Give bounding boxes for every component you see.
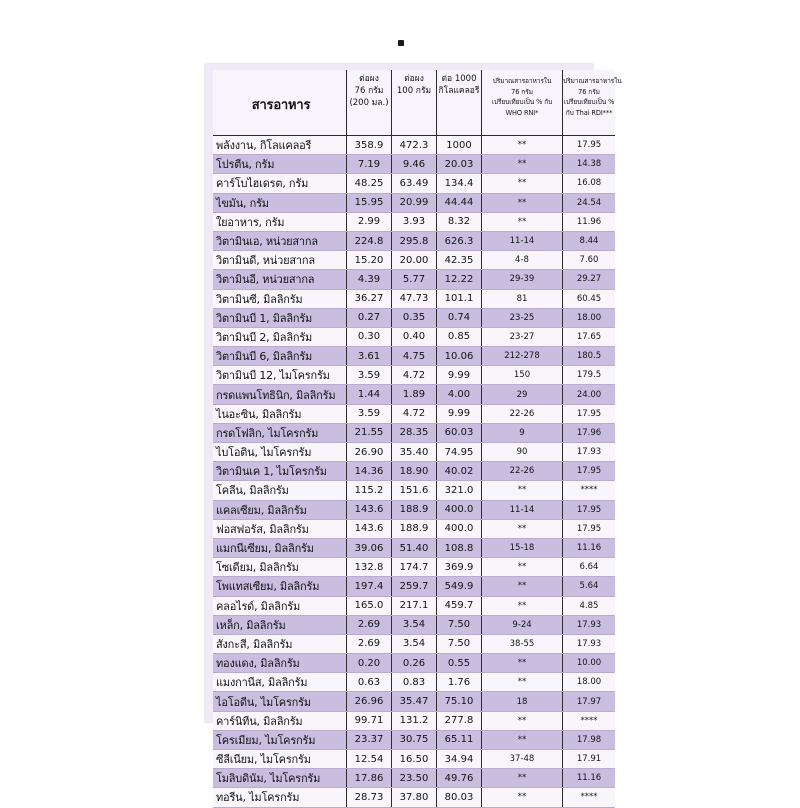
per-serving-cell: 3.61 xyxy=(347,347,392,366)
table-row xyxy=(213,769,615,788)
who-rni-cell: ** xyxy=(482,519,563,538)
thai-rdi-cell: 17.93 xyxy=(563,634,616,653)
who-rni-cell: ** xyxy=(482,577,563,596)
table-body xyxy=(213,136,615,808)
table-row xyxy=(213,308,615,327)
nutrient-name-cell: คลอไรด์, มิลลิกรัม xyxy=(213,596,347,615)
per-100g-cell: 174.7 xyxy=(392,558,437,577)
header-per-100g: ต่อผง 100 กรัม xyxy=(392,70,437,136)
per-1000kcal-cell: 459.7 xyxy=(437,596,482,615)
thai-rdi-cell: 6.64 xyxy=(563,558,616,577)
who-rni-cell: ** xyxy=(482,136,563,155)
per-100g-cell: 131.2 xyxy=(392,711,437,730)
nutrient-name-cell: วิตามินบี 1, มิลลิกรัม xyxy=(213,308,347,327)
per-100g-cell: 4.75 xyxy=(392,347,437,366)
nutrient-name-cell: ไขมัน, กรัม xyxy=(213,193,347,212)
per-1000kcal-cell: 277.8 xyxy=(437,711,482,730)
per-serving-cell: 2.99 xyxy=(347,212,392,231)
nutrient-name-cell: วิตามินดี, หน่วยสากล xyxy=(213,251,347,270)
per-serving-cell: 0.20 xyxy=(347,654,392,673)
who-rni-cell: ** xyxy=(482,788,563,807)
thai-rdi-cell: 8.44 xyxy=(563,231,616,250)
table-row xyxy=(213,577,615,596)
per-serving-cell: 143.6 xyxy=(347,519,392,538)
per-serving-cell: 21.55 xyxy=(347,423,392,442)
per-100g-cell: 16.50 xyxy=(392,750,437,769)
thai-rdi-cell: 17.95 xyxy=(563,500,616,519)
who-rni-cell: ** xyxy=(482,193,563,212)
per-100g-cell: 3.54 xyxy=(392,634,437,653)
nutrient-name-cell: วิตามินบี 2, มิลลิกรัม xyxy=(213,327,347,346)
per-serving-cell: 224.8 xyxy=(347,231,392,250)
thai-rdi-cell: 17.91 xyxy=(563,750,616,769)
per-serving-cell: 115.2 xyxy=(347,481,392,500)
thai-rdi-cell: **** xyxy=(563,481,616,500)
table-row xyxy=(213,289,615,308)
per-100g-cell: 4.72 xyxy=(392,366,437,385)
per-100g-cell: 20.00 xyxy=(392,251,437,270)
nutrition-table xyxy=(213,70,622,808)
per-1000kcal-cell: 75.10 xyxy=(437,692,482,711)
who-rni-cell: 38-55 xyxy=(482,634,563,653)
thai-rdi-cell: 17.96 xyxy=(563,423,616,442)
who-rni-cell: 9 xyxy=(482,423,563,442)
nutrient-name-cell: พลังงาน, กิโลแคลอรี xyxy=(213,136,347,155)
nutrient-name-cell: แคลเซียม, มิลลิกรัม xyxy=(213,500,347,519)
nutrient-name-cell: กรดแพนโทธินิก, มิลลิกรัม xyxy=(213,385,347,404)
per-serving-cell: 358.9 xyxy=(347,136,392,155)
per-100g-cell: 295.8 xyxy=(392,231,437,250)
nutrient-name-cell: โปรตีน, กรัม xyxy=(213,155,347,174)
thai-rdi-cell: 17.95 xyxy=(563,462,616,481)
nutrient-name-cell: โมลิบดินัม, ไมโครกรัม xyxy=(213,769,347,788)
per-serving-cell: 1.44 xyxy=(347,385,392,404)
per-1000kcal-cell: 34.94 xyxy=(437,750,482,769)
nutrient-name-cell: คาร์นิทีน, มิลลิกรัม xyxy=(213,711,347,730)
per-100g-cell: 1.89 xyxy=(392,385,437,404)
thai-rdi-cell: 18.00 xyxy=(563,308,616,327)
per-1000kcal-cell: 9.99 xyxy=(437,366,482,385)
thai-rdi-cell: 7.60 xyxy=(563,251,616,270)
header-per-serving: ต่อผง 76 กรัม (200 มล.) xyxy=(347,70,392,136)
per-serving-cell: 36.27 xyxy=(347,289,392,308)
who-rni-cell: ** xyxy=(482,212,563,231)
per-100g-cell: 3.54 xyxy=(392,615,437,634)
thai-rdi-cell: 4.85 xyxy=(563,596,616,615)
per-100g-cell: 0.26 xyxy=(392,654,437,673)
per-1000kcal-cell: 65.11 xyxy=(437,730,482,749)
table-row xyxy=(213,443,615,462)
who-rni-cell: 81 xyxy=(482,289,563,308)
per-serving-cell: 0.27 xyxy=(347,308,392,327)
who-rni-cell: ** xyxy=(482,654,563,673)
who-rni-cell: ** xyxy=(482,174,563,193)
nutrient-name-cell: วิตามินบี 6, มิลลิกรัม xyxy=(213,347,347,366)
per-1000kcal-cell: 8.32 xyxy=(437,212,482,231)
table-row xyxy=(213,673,615,692)
who-rni-cell: ** xyxy=(482,558,563,577)
per-100g-cell: 0.40 xyxy=(392,327,437,346)
per-100g-cell: 20.99 xyxy=(392,193,437,212)
thai-rdi-cell: 11.16 xyxy=(563,769,616,788)
nutrient-name-cell: วิตามินอี, หน่วยสากล xyxy=(213,270,347,289)
thai-rdi-cell: 29.27 xyxy=(563,270,616,289)
who-rni-cell: ** xyxy=(482,673,563,692)
thai-rdi-cell: 17.98 xyxy=(563,730,616,749)
who-rni-cell: 23-27 xyxy=(482,327,563,346)
thai-rdi-cell: 24.00 xyxy=(563,385,616,404)
per-100g-cell: 4.72 xyxy=(392,404,437,423)
nutrient-name-cell: ใยอาหาร, กรัม xyxy=(213,212,347,231)
thai-rdi-cell: 10.00 xyxy=(563,654,616,673)
per-100g-cell: 217.1 xyxy=(392,596,437,615)
per-serving-cell: 17.86 xyxy=(347,769,392,788)
per-serving-cell: 15.20 xyxy=(347,251,392,270)
nutrient-name-cell: วิตามินบี 12, ไมโครกรัม xyxy=(213,366,347,385)
nutrient-name-cell: แมงกานีส, มิลลิกรัม xyxy=(213,673,347,692)
thai-rdi-cell: 18.00 xyxy=(563,673,616,692)
table-row xyxy=(213,730,615,749)
per-1000kcal-cell: 80.03 xyxy=(437,788,482,807)
per-100g-cell: 259.7 xyxy=(392,577,437,596)
who-rni-cell: 15-18 xyxy=(482,538,563,557)
table-row xyxy=(213,327,615,346)
per-1000kcal-cell: 1000 xyxy=(437,136,482,155)
label-top-mark xyxy=(398,40,404,46)
per-serving-cell: 39.06 xyxy=(347,538,392,557)
per-100g-cell: 188.9 xyxy=(392,519,437,538)
per-100g-cell: 3.93 xyxy=(392,212,437,231)
per-serving-cell: 15.95 xyxy=(347,193,392,212)
per-1000kcal-cell: 7.50 xyxy=(437,615,482,634)
per-1000kcal-cell: 74.95 xyxy=(437,443,482,462)
table-row xyxy=(213,596,615,615)
nutrient-name-cell: วิตามินซี, มิลลิกรัม xyxy=(213,289,347,308)
thai-rdi-cell: 17.95 xyxy=(563,519,616,538)
per-serving-cell: 26.90 xyxy=(347,443,392,462)
nutrient-name-cell: วิตามินเค 1, ไมโครกรัม xyxy=(213,462,347,481)
nutrient-name-cell: ไนอะซิน, มิลลิกรัม xyxy=(213,404,347,423)
per-1000kcal-cell: 549.9 xyxy=(437,577,482,596)
per-100g-cell: 35.47 xyxy=(392,692,437,711)
per-1000kcal-cell: 49.76 xyxy=(437,769,482,788)
table-row xyxy=(213,366,615,385)
per-serving-cell: 143.6 xyxy=(347,500,392,519)
thai-rdi-cell: 60.45 xyxy=(563,289,616,308)
who-rni-cell: 11-14 xyxy=(482,500,563,519)
per-100g-cell: 47.73 xyxy=(392,289,437,308)
thai-rdi-cell: **** xyxy=(563,788,616,807)
table-row xyxy=(213,251,615,270)
per-1000kcal-cell: 0.85 xyxy=(437,327,482,346)
per-100g-cell: 0.83 xyxy=(392,673,437,692)
who-rni-cell: 23-25 xyxy=(482,308,563,327)
per-1000kcal-cell: 108.8 xyxy=(437,538,482,557)
per-100g-cell: 28.35 xyxy=(392,423,437,442)
header-per-1000kcal: ต่อ 1000 กิโลแคลอรี xyxy=(437,70,482,136)
table-row xyxy=(213,270,615,289)
per-100g-cell: 5.77 xyxy=(392,270,437,289)
thai-rdi-cell: 17.97 xyxy=(563,692,616,711)
thai-rdi-cell: 16.08 xyxy=(563,174,616,193)
per-serving-cell: 2.69 xyxy=(347,615,392,634)
per-serving-cell: 0.30 xyxy=(347,327,392,346)
thai-rdi-cell: 17.95 xyxy=(563,136,616,155)
who-rni-cell: ** xyxy=(482,481,563,500)
who-rni-cell: 18 xyxy=(482,692,563,711)
per-1000kcal-cell: 101.1 xyxy=(437,289,482,308)
nutrition-label xyxy=(205,64,622,805)
table-row xyxy=(213,538,615,557)
nutrient-name-cell: คาร์โบไฮเดรต, กรัม xyxy=(213,174,347,193)
per-1000kcal-cell: 12.22 xyxy=(437,270,482,289)
per-100g-cell: 30.75 xyxy=(392,730,437,749)
per-1000kcal-cell: 321.0 xyxy=(437,481,482,500)
table-row xyxy=(213,634,615,653)
nutrient-name-cell: เหล็ก, มิลลิกรัม xyxy=(213,615,347,634)
per-serving-cell: 23.37 xyxy=(347,730,392,749)
who-rni-cell: 22-26 xyxy=(482,462,563,481)
table-row xyxy=(213,788,615,807)
table-header-row xyxy=(213,70,615,136)
per-100g-cell: 23.50 xyxy=(392,769,437,788)
per-100g-cell: 0.35 xyxy=(392,308,437,327)
nutrient-name-cell: สังกะสี, มิลลิกรัม xyxy=(213,634,347,653)
per-serving-cell: 2.69 xyxy=(347,634,392,653)
per-100g-cell: 472.3 xyxy=(392,136,437,155)
thai-rdi-cell: 180.5 xyxy=(563,347,616,366)
who-rni-cell: 11-14 xyxy=(482,231,563,250)
table-row xyxy=(213,558,615,577)
per-1000kcal-cell: 10.06 xyxy=(437,347,482,366)
per-serving-cell: 0.63 xyxy=(347,673,392,692)
table-row xyxy=(213,500,615,519)
per-1000kcal-cell: 20.03 xyxy=(437,155,482,174)
who-rni-cell: ** xyxy=(482,769,563,788)
per-1000kcal-cell: 7.50 xyxy=(437,634,482,653)
per-100g-cell: 9.46 xyxy=(392,155,437,174)
thai-rdi-cell: 5.64 xyxy=(563,577,616,596)
header-thai-rdi: ปริมาณสารอาหารใน 76 กรัม เปรียบเทียบเป็น % กับ Thai RDI*** xyxy=(563,70,616,136)
nutrient-name-cell: ฟอสฟอรัส, มิลลิกรัม xyxy=(213,519,347,538)
per-100g-cell: 35.40 xyxy=(392,443,437,462)
per-100g-cell: 151.6 xyxy=(392,481,437,500)
per-1000kcal-cell: 0.74 xyxy=(437,308,482,327)
per-serving-cell: 197.4 xyxy=(347,577,392,596)
per-serving-cell: 7.19 xyxy=(347,155,392,174)
who-rni-cell: ** xyxy=(482,596,563,615)
who-rni-cell: 9-24 xyxy=(482,615,563,634)
table-row xyxy=(213,750,615,769)
per-1000kcal-cell: 1.76 xyxy=(437,673,482,692)
nutrient-name-cell: ไบโอติน, ไมโครกรัม xyxy=(213,443,347,462)
nutrient-name-cell: โคลีน, มิลลิกรัม xyxy=(213,481,347,500)
thai-rdi-cell: 17.65 xyxy=(563,327,616,346)
who-rni-cell: 150 xyxy=(482,366,563,385)
per-1000kcal-cell: 60.03 xyxy=(437,423,482,442)
nutrient-name-cell: โครเมียม, ไมโครกรัม xyxy=(213,730,347,749)
per-serving-cell: 99.71 xyxy=(347,711,392,730)
nutrient-name-cell: ทองแดง, มิลลิกรัม xyxy=(213,654,347,673)
who-rni-cell: 22-26 xyxy=(482,404,563,423)
who-rni-cell: 37-48 xyxy=(482,750,563,769)
table-row xyxy=(213,385,615,404)
table-row xyxy=(213,519,615,538)
who-rni-cell: 212-278 xyxy=(482,347,563,366)
per-1000kcal-cell: 400.0 xyxy=(437,500,482,519)
thai-rdi-cell: 17.93 xyxy=(563,615,616,634)
per-serving-cell: 12.54 xyxy=(347,750,392,769)
table-row xyxy=(213,615,615,634)
nutrient-name-cell: กรดโฟลิก, ไมโครกรัม xyxy=(213,423,347,442)
per-serving-cell: 165.0 xyxy=(347,596,392,615)
thai-rdi-cell: 11.96 xyxy=(563,212,616,231)
nutrient-name-cell: โซเดียม, มิลลิกรัม xyxy=(213,558,347,577)
per-serving-cell: 3.59 xyxy=(347,404,392,423)
per-1000kcal-cell: 134.4 xyxy=(437,174,482,193)
table-row xyxy=(213,347,615,366)
table-row xyxy=(213,404,615,423)
table-row xyxy=(213,692,615,711)
per-100g-cell: 18.90 xyxy=(392,462,437,481)
per-1000kcal-cell: 400.0 xyxy=(437,519,482,538)
who-rni-cell: 4-8 xyxy=(482,251,563,270)
per-100g-cell: 51.40 xyxy=(392,538,437,557)
per-serving-cell: 3.59 xyxy=(347,366,392,385)
thai-rdi-cell: 24.54 xyxy=(563,193,616,212)
per-1000kcal-cell: 0.55 xyxy=(437,654,482,673)
per-1000kcal-cell: 42.35 xyxy=(437,251,482,270)
who-rni-cell: 90 xyxy=(482,443,563,462)
per-serving-cell: 4.39 xyxy=(347,270,392,289)
per-1000kcal-cell: 44.44 xyxy=(437,193,482,212)
per-100g-cell: 37.80 xyxy=(392,788,437,807)
thai-rdi-cell: 11.16 xyxy=(563,538,616,557)
per-1000kcal-cell: 626.3 xyxy=(437,231,482,250)
table-row xyxy=(213,481,615,500)
per-serving-cell: 26.96 xyxy=(347,692,392,711)
table-row xyxy=(213,136,615,155)
nutrient-name-cell: ทอรีน, ไมโครกรัม xyxy=(213,788,347,807)
table-row xyxy=(213,423,615,442)
who-rni-cell: 29 xyxy=(482,385,563,404)
nutrient-name-cell: ซีลีเนียม, ไมโครกรัม xyxy=(213,750,347,769)
nutrient-name-cell: โพแทสเซียม, มิลลิกรัม xyxy=(213,577,347,596)
table-row xyxy=(213,231,615,250)
per-1000kcal-cell: 369.9 xyxy=(437,558,482,577)
table-row xyxy=(213,711,615,730)
who-rni-cell: ** xyxy=(482,730,563,749)
table-row xyxy=(213,654,615,673)
nutrient-name-cell: ไอโอดีน, ไมโครกรัม xyxy=(213,692,347,711)
header-nutrient: สารอาหาร xyxy=(213,70,347,136)
table-row xyxy=(213,155,615,174)
table-row xyxy=(213,212,615,231)
who-rni-cell: 29-39 xyxy=(482,270,563,289)
per-1000kcal-cell: 40.02 xyxy=(437,462,482,481)
who-rni-cell: ** xyxy=(482,155,563,174)
table-row xyxy=(213,462,615,481)
per-100g-cell: 63.49 xyxy=(392,174,437,193)
nutrient-name-cell: แมกนีเซียม, มิลลิกรัม xyxy=(213,538,347,557)
header-who-rni: ปริมาณสารอาหารใน 76 กรัม เปรียบเทียบเป็น % กับ WHO RNI* xyxy=(482,70,563,136)
thai-rdi-cell: 14.38 xyxy=(563,155,616,174)
table-row xyxy=(213,174,615,193)
per-serving-cell: 132.8 xyxy=(347,558,392,577)
per-100g-cell: 188.9 xyxy=(392,500,437,519)
nutrient-name-cell: วิตามินเอ, หน่วยสากล xyxy=(213,231,347,250)
per-serving-cell: 14.36 xyxy=(347,462,392,481)
table-row xyxy=(213,193,615,212)
per-serving-cell: 28.73 xyxy=(347,788,392,807)
per-serving-cell: 48.25 xyxy=(347,174,392,193)
thai-rdi-cell: 179.5 xyxy=(563,366,616,385)
per-1000kcal-cell: 9.99 xyxy=(437,404,482,423)
per-1000kcal-cell: 4.00 xyxy=(437,385,482,404)
thai-rdi-cell: 17.95 xyxy=(563,404,616,423)
thai-rdi-cell: **** xyxy=(563,711,616,730)
thai-rdi-cell: 17.93 xyxy=(563,443,616,462)
who-rni-cell: ** xyxy=(482,711,563,730)
